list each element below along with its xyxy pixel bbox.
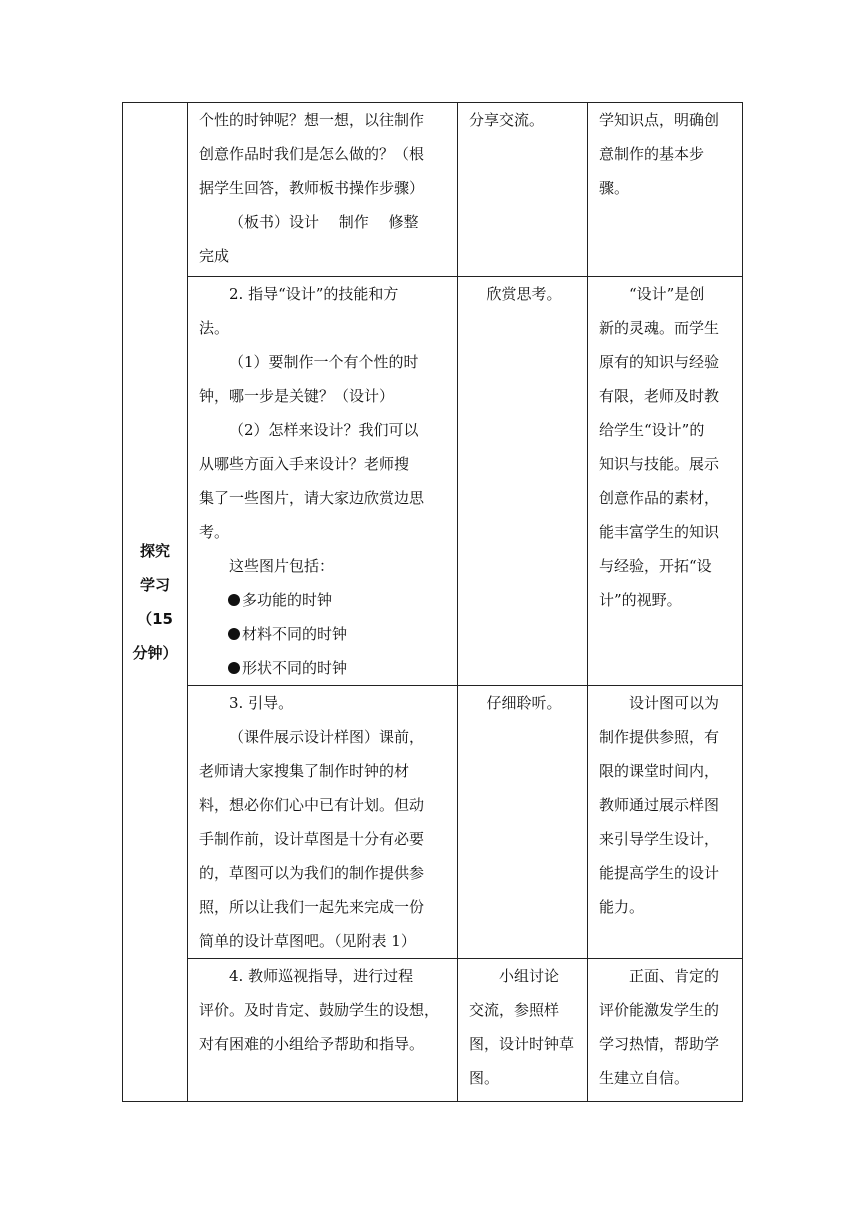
design-intent-cell	[588, 103, 743, 277]
intent-text-line: 评价能激发学生的	[599, 1001, 720, 1019]
teacher-activity-cell	[188, 277, 458, 686]
stage-label-line: （15	[137, 610, 173, 628]
intent-text-line: 正面、肯定的	[629, 967, 720, 985]
intent-text-line: 计”的视野。	[599, 591, 682, 609]
intent-text-line: 限的课堂时间内，	[599, 762, 720, 780]
bullet-text: 多功能的时钟	[242, 591, 333, 609]
stage-label-line: 学习	[139, 576, 170, 594]
teacher-text-line: 老师请大家搜集了制作时钟的材	[199, 762, 410, 780]
bullet-item	[188, 651, 457, 685]
student-activity-cell	[458, 959, 588, 1102]
student-activity-cell	[458, 686, 588, 959]
student-text-line: 图。	[469, 1069, 500, 1087]
teacher-text-line: 个性的时钟呢？想一想，以往制作	[199, 111, 425, 129]
intent-text-line: 能丰富学生的知识	[599, 523, 720, 541]
teacher-text-line: 法。	[199, 319, 230, 337]
intent-text-line: 意制作的基本步	[599, 145, 705, 163]
teacher-text-line: 2. 指导“设计”的技能和方	[229, 285, 399, 303]
teacher-text-line: （2）怎样来设计？我们可以	[229, 421, 419, 439]
intent-text-line: 来引导学生设计，	[599, 830, 720, 848]
intent-text-line: 骤。	[599, 179, 630, 197]
bullet-dot-icon	[228, 594, 240, 606]
intent-text-line: 与经验，开拓“设	[599, 557, 712, 575]
intent-text-line: 原有的知识与经验	[599, 353, 720, 371]
teacher-text-line: 照，所以让我们一起先来完成一份	[199, 898, 425, 916]
student-activity-cell	[458, 277, 588, 686]
intent-text-line: 能提高学生的设计	[599, 864, 720, 882]
stage-label-line: 探究	[139, 542, 170, 560]
table-row	[123, 959, 743, 1102]
bullet-item	[188, 617, 457, 651]
teacher-activity-cell	[188, 959, 458, 1102]
intent-text-line: 创意作品的素材，	[599, 489, 720, 507]
intent-text-line: 有限，老师及时教	[599, 387, 720, 405]
intent-text-line: 学知识点，明确创	[599, 111, 720, 129]
table-row	[123, 686, 743, 959]
teacher-text-line: 完成	[199, 247, 230, 265]
design-intent-cell	[588, 686, 743, 959]
stage-label-line: 分钟）	[132, 644, 178, 662]
teacher-activity-cell	[188, 103, 458, 277]
intent-text-line: 制作提供参照，有	[599, 728, 720, 746]
teacher-text-line: 从哪些方面入手来设计？老师搜	[199, 455, 410, 473]
teacher-text-line: （板书）设计 制作 修整	[229, 213, 419, 231]
teacher-text-line: 对有困难的小组给予帮助和指导。	[199, 1035, 425, 1053]
design-intent-cell	[588, 277, 743, 686]
teacher-activity-cell	[188, 686, 458, 959]
intent-text-line: 设计图可以为	[629, 694, 720, 712]
teacher-text-line: 钟，哪一步是关键？（设计）	[199, 387, 395, 405]
student-text-line: 图，设计时钟草	[469, 1035, 575, 1053]
stage-cell	[123, 103, 188, 1102]
teacher-text-line: 简单的设计草图吧。（见附表 1）	[199, 932, 416, 950]
teacher-text-line: 集了一些图片，请大家边欣赏边思	[199, 489, 425, 507]
student-activity-cell	[458, 103, 588, 277]
teacher-text-line: （课件展示设计样图）课前，	[229, 728, 425, 746]
intent-text-line: 学习热情，帮助学	[599, 1035, 720, 1053]
intent-text-line: 教师通过展示样图	[599, 796, 720, 814]
lesson-plan-table	[122, 102, 743, 1102]
student-text-line: 交流，参照样	[469, 1001, 560, 1019]
bullet-text: 材料不同的时钟	[242, 625, 348, 643]
teacher-text-line: 的，草图可以为我们的制作提供参	[199, 864, 425, 882]
intent-text-line: 新的灵魂。而学生	[599, 319, 720, 337]
teacher-text-line: 创意作品时我们是怎么做的？（根	[199, 145, 425, 163]
student-text-line: 小组讨论	[499, 967, 560, 985]
table-row	[123, 277, 743, 686]
bullet-dot-icon	[228, 662, 240, 674]
teacher-text-line: 料，想必你们心中已有计划。但动	[199, 796, 425, 814]
student-text-line: 仔细聆听。	[486, 694, 562, 712]
teacher-text-line: 据学生回答，教师板书操作步骤）	[199, 179, 425, 197]
teacher-text-line: （1）要制作一个有个性的时	[229, 353, 419, 371]
intent-text-line: 生建立自信。	[599, 1069, 690, 1087]
intent-text-line: “设计”是创	[629, 285, 705, 303]
intent-text-line: 给学生“设计”的	[599, 421, 705, 439]
teacher-text-line: 评价。及时肯定、鼓励学生的设想，	[199, 1001, 440, 1019]
bullet-text: 形状不同的时钟	[242, 659, 348, 677]
teacher-text-line: 考。	[199, 523, 230, 541]
student-text-line: 欣赏思考。	[486, 285, 562, 303]
bullet-dot-icon	[228, 628, 240, 640]
table-row	[123, 103, 743, 277]
teacher-text-line: 这些图片包括：	[229, 557, 335, 575]
student-text-line: 分享交流。	[469, 111, 545, 129]
intent-text-line: 能力。	[599, 898, 645, 916]
teacher-text-line: 3. 引导。	[229, 694, 294, 712]
design-intent-cell	[588, 959, 743, 1102]
teacher-text-line: 手制作前，设计草图是十分有必要	[199, 830, 425, 848]
teacher-text-line: 4. 教师巡视指导，进行过程	[229, 967, 414, 985]
bullet-item	[188, 583, 457, 617]
intent-text-line: 知识与技能。展示	[599, 455, 720, 473]
